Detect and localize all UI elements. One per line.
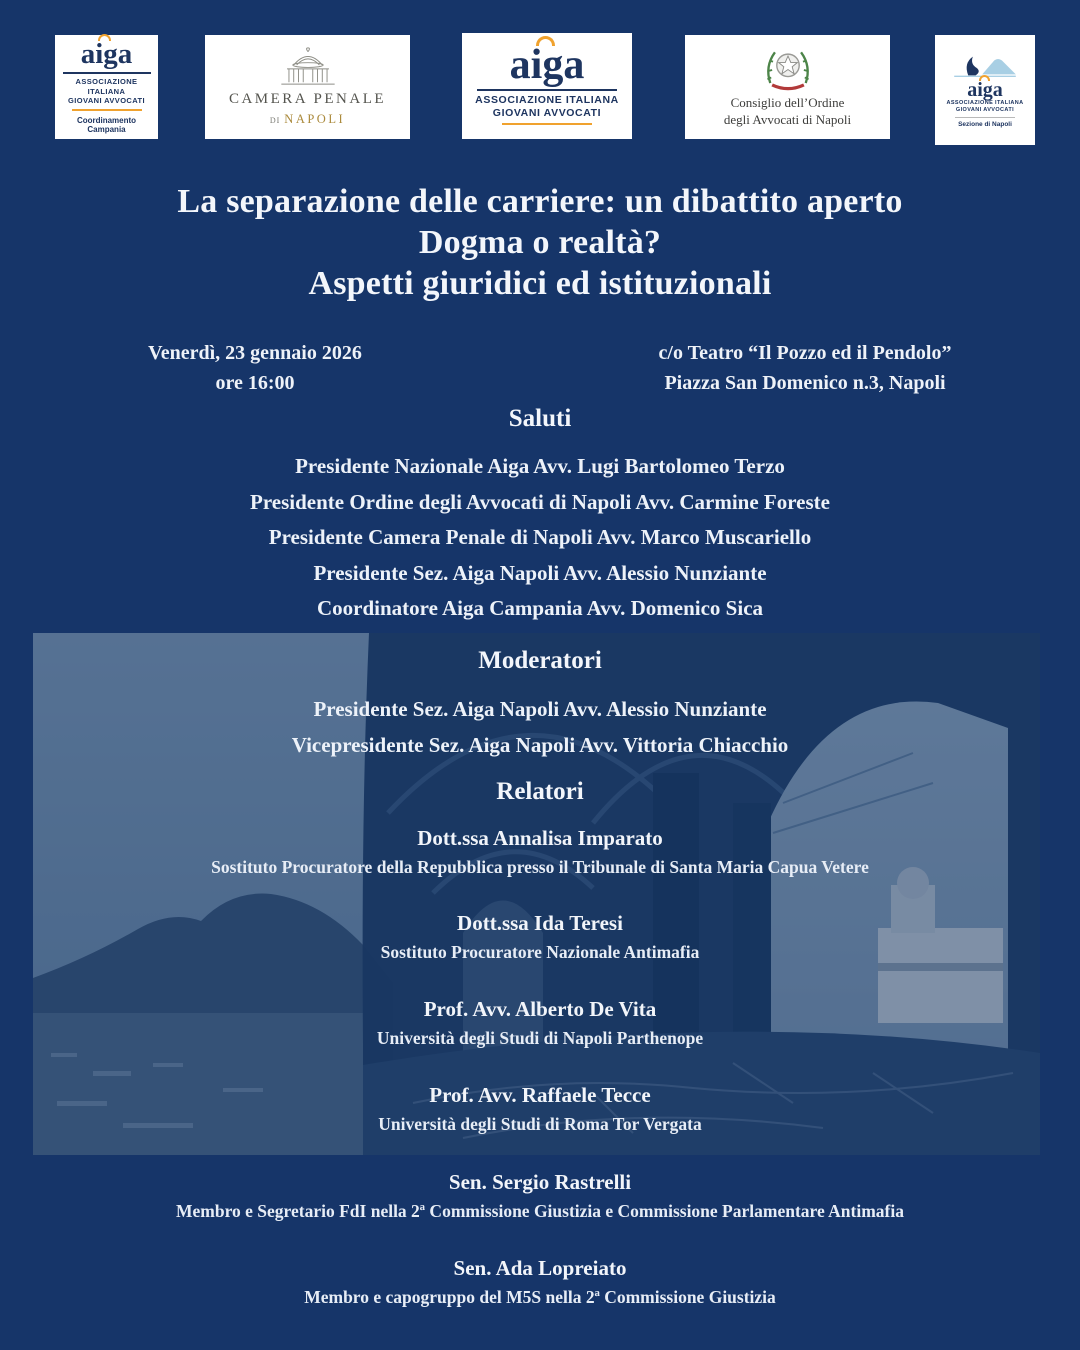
aiga-wordmark bbox=[967, 80, 1003, 100]
relatori-heading: Relatori bbox=[496, 778, 584, 805]
logo-ordine-avvocati bbox=[685, 35, 890, 139]
aiga-wordmark bbox=[509, 41, 585, 88]
title-line-2: Dogma o realtà? bbox=[418, 224, 662, 261]
saluti-item: Presidente Ordine degli Avvocati di Napoli Avv. Carmine Foreste bbox=[250, 489, 830, 514]
aiga-wordmark bbox=[81, 40, 133, 69]
speaker-role: Università degli Studi di Napoli Parthenope bbox=[376, 1028, 704, 1048]
speaker-role: Membro e capogruppo del M5S nella 2ª Commissione Giustizia bbox=[304, 1287, 776, 1307]
speaker-block bbox=[0, 824, 1080, 879]
moderatori-item: Vicepresidente Sez. Aiga Napoli Avv. Vittoria Chiacchio bbox=[291, 733, 789, 757]
saluti-item: Presidente Sez. Aiga Napoli Avv. Alessio Nunziante bbox=[313, 560, 767, 585]
saluti-item: Presidente Camera Penale di Napoli Avv. Marco Muscariello bbox=[268, 525, 812, 549]
speaker-role: Università degli Studi di Roma Tor Vergata bbox=[378, 1114, 702, 1134]
saluti-heading: Saluti bbox=[508, 405, 572, 432]
logo-line: GIOVANI AVVOCATI bbox=[68, 96, 145, 106]
divider bbox=[955, 117, 1015, 118]
speaker-name: Sen. Ada Lopreiato bbox=[453, 1256, 627, 1280]
logo-line: GIOVANI AVVOCATI bbox=[492, 107, 602, 119]
aiga-word: aiga bbox=[80, 38, 133, 71]
dome-sketch-icon bbox=[266, 46, 350, 86]
logo-aiga-nazionale bbox=[462, 33, 632, 139]
logo-aiga-campania bbox=[55, 35, 158, 139]
speaker-block bbox=[0, 995, 1080, 1050]
aiga-word: aiga bbox=[509, 41, 585, 88]
speaker-role: Sostituto Procuratore Nazionale Antimafia bbox=[380, 942, 700, 962]
saluti-item: Coordinatore Aiga Campania Avv. Domenico Sica bbox=[316, 596, 764, 620]
logo-aiga-napoli bbox=[935, 35, 1035, 145]
moderatori-list bbox=[0, 691, 1080, 763]
saluti-item: Presidente Nazionale Aiga Avv. Lugi Bartolomeo Terzo bbox=[295, 454, 785, 478]
logo-line: ASSOCIAZIONE ITALIANA bbox=[475, 93, 619, 106]
moderatori-heading: Moderatori bbox=[478, 647, 602, 674]
event-date: Venerdì, 23 gennaio 2026 bbox=[148, 342, 362, 364]
saluti-list bbox=[0, 449, 1080, 627]
event-title bbox=[0, 181, 1080, 304]
event-time: ore 16:00 bbox=[215, 372, 295, 394]
logo-line: degli Avvocati di Napoli bbox=[723, 112, 852, 127]
event-venue: c/o Teatro “Il Pozzo ed il Pendolo” bbox=[658, 342, 952, 364]
speaker-name: Dott.ssa Ida Teresi bbox=[457, 911, 623, 935]
republic-emblem-icon bbox=[760, 45, 816, 95]
divider bbox=[63, 72, 151, 74]
logo-city-line bbox=[270, 110, 345, 128]
aiga-word: aiga bbox=[967, 79, 1003, 102]
divider bbox=[502, 123, 592, 125]
speaker-block bbox=[0, 1254, 1080, 1309]
event-address: Piazza San Domenico n.3, Napoli bbox=[664, 372, 946, 394]
title-line-1: La separazione delle carriere: un dibattito aperto bbox=[177, 183, 903, 220]
logo-line: CAMERA PENALE bbox=[228, 91, 387, 107]
divider bbox=[72, 109, 142, 111]
speaker-block bbox=[0, 1081, 1080, 1136]
speaker-name: Sen. Sergio Rastrelli bbox=[448, 1170, 632, 1194]
logo-di: DI bbox=[269, 116, 281, 125]
speaker-role: Membro e Segretario FdI nella 2ª Commissione Giustizia e Commissione Parlamentare Antimafia bbox=[175, 1201, 904, 1221]
speaker-name: Prof. Avv. Alberto De Vita bbox=[423, 997, 657, 1021]
logo-line: GIOVANI AVVOCATI bbox=[955, 107, 1015, 113]
logo-camera-penale bbox=[205, 35, 410, 139]
logo-subtitle: Sezione di Napoli bbox=[958, 120, 1012, 128]
title-line-3: Aspetti giuridici ed istituzionali bbox=[308, 265, 772, 302]
event-datetime bbox=[90, 338, 420, 398]
speaker-block bbox=[0, 909, 1080, 964]
moderatori-item: Presidente Sez. Aiga Napoli Avv. Alessio Nunziante bbox=[313, 697, 767, 721]
aiga-orange-arc-icon bbox=[979, 75, 990, 81]
aiga-orange-arc-icon bbox=[98, 34, 111, 41]
logo-line: ASSOCIAZIONE ITALIANA bbox=[75, 77, 138, 96]
logo-subtitle: Coordinamento Campania bbox=[76, 115, 137, 134]
logo-napoli: NAPOLI bbox=[284, 112, 346, 126]
divider bbox=[477, 89, 617, 91]
speaker-name: Dott.ssa Annalisa Imparato bbox=[417, 826, 663, 850]
speaker-name: Prof. Avv. Raffaele Tecce bbox=[429, 1083, 651, 1107]
logo-line: ASSOCIAZIONE ITALIANA bbox=[946, 100, 1024, 107]
event-location bbox=[590, 338, 1020, 398]
speaker-block bbox=[0, 1168, 1080, 1223]
logo-line: Consiglio dell’Ordine bbox=[730, 95, 845, 111]
speaker-role: Sostituto Procuratore della Repubblica presso il Tribunale di Santa Maria Capua Vetere bbox=[211, 857, 869, 877]
aiga-orange-arc-icon bbox=[536, 36, 555, 46]
